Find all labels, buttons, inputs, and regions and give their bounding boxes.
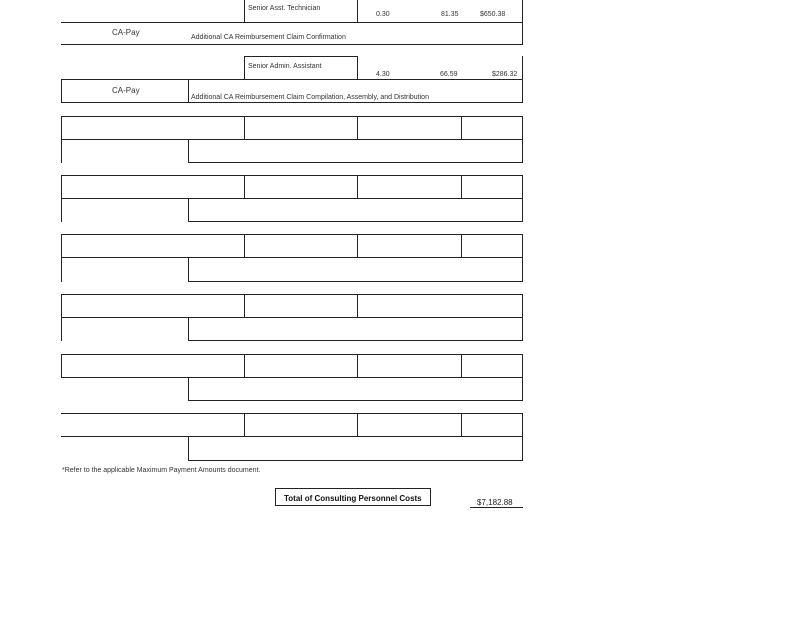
row7-desc-div <box>188 377 189 401</box>
row8-top <box>61 413 523 414</box>
row8-bottom <box>188 460 523 461</box>
row1-divider-1 <box>244 0 245 22</box>
row1-divider-2 <box>357 0 358 22</box>
row4-desc-div <box>188 198 189 222</box>
row1-hours: 0.30 <box>376 11 390 18</box>
row1-description: Additional CA Reimbursement Claim Confirmation <box>191 34 346 41</box>
row1-desc-bottom <box>61 44 523 45</box>
row2-mid-line <box>244 56 358 57</box>
row4-mid <box>61 198 523 199</box>
row6-div2 <box>357 294 358 317</box>
row1-rate: 81.35 <box>441 11 459 18</box>
row2-description: Additional CA Reimbursement Claim Compilation, Assembly, and Distribution <box>191 94 429 101</box>
row1-right-border <box>522 0 523 22</box>
row2-desc-left <box>61 79 62 102</box>
row5-left <box>61 234 62 282</box>
row5-div2 <box>357 234 358 257</box>
row3-bottom <box>188 162 523 163</box>
row8-div1 <box>244 413 245 436</box>
row7-div3 <box>461 354 462 377</box>
row1-pay-label: CA-Pay <box>112 28 140 37</box>
row4-div3 <box>461 175 462 198</box>
row5-div3 <box>461 234 462 257</box>
row8-div2 <box>357 413 358 436</box>
row5-desc-div <box>188 257 189 282</box>
row8-desc-div <box>188 436 189 460</box>
row6-top <box>61 294 523 295</box>
row2-desc-bottom <box>61 102 523 103</box>
row2-right-border <box>522 56 523 79</box>
row2-desc-right <box>522 79 523 102</box>
row5-div1 <box>244 234 245 257</box>
row7-div1 <box>244 354 245 377</box>
row4-right <box>522 175 523 222</box>
row7-div2 <box>357 354 358 377</box>
row6-right <box>522 294 523 341</box>
footnote: *Refer to the applicable Maximum Payment Amounts document. <box>62 467 261 474</box>
row8-right <box>522 413 523 460</box>
row2-divider-2 <box>357 56 358 79</box>
row2-divider-1 <box>244 56 245 79</box>
row2-bottom-line <box>61 79 523 80</box>
row6-div1 <box>244 294 245 317</box>
row8-div3 <box>461 413 462 436</box>
row3-div3 <box>461 116 462 139</box>
row4-div2 <box>357 175 358 198</box>
row6-bottom <box>188 340 523 341</box>
row7-top <box>61 354 523 355</box>
row3-right <box>522 116 523 163</box>
row7-bottom <box>188 400 523 401</box>
row1-desc-right <box>522 22 523 44</box>
row3-mid <box>61 139 523 140</box>
row2-title: Senior Admin. Assistant <box>248 63 322 70</box>
total-label: Total of Consulting Personnel Costs <box>284 494 422 503</box>
row1-title: Senior Asst. Technician <box>248 5 321 12</box>
total-underline <box>470 507 523 508</box>
row2-hours: 4.30 <box>376 71 390 78</box>
row7-left <box>61 354 62 377</box>
row1-bottom-line <box>61 22 523 23</box>
row2-pay-label: CA-Pay <box>112 86 140 95</box>
row1-amount: $650.38 <box>480 11 506 18</box>
row4-bottom <box>188 221 523 222</box>
row3-desc-div <box>188 139 189 163</box>
row6-desc-div <box>188 317 189 341</box>
row8-mid <box>61 436 523 437</box>
row4-top <box>61 175 523 176</box>
row7-right <box>522 354 523 401</box>
row3-div1 <box>244 116 245 139</box>
row7-mid <box>61 377 523 378</box>
total-value: $7,182.88 <box>477 498 513 507</box>
row3-top <box>61 116 523 117</box>
row3-div2 <box>357 116 358 139</box>
row5-bottom <box>188 281 523 282</box>
row6-mid <box>61 317 523 318</box>
row5-top <box>61 234 523 235</box>
row4-div1 <box>244 175 245 198</box>
row2-amount: $286.32 <box>492 71 518 78</box>
row5-right <box>522 234 523 282</box>
row2-desc-divider <box>188 79 189 102</box>
row5-mid <box>61 257 523 258</box>
row2-rate: 66.59 <box>440 71 458 78</box>
